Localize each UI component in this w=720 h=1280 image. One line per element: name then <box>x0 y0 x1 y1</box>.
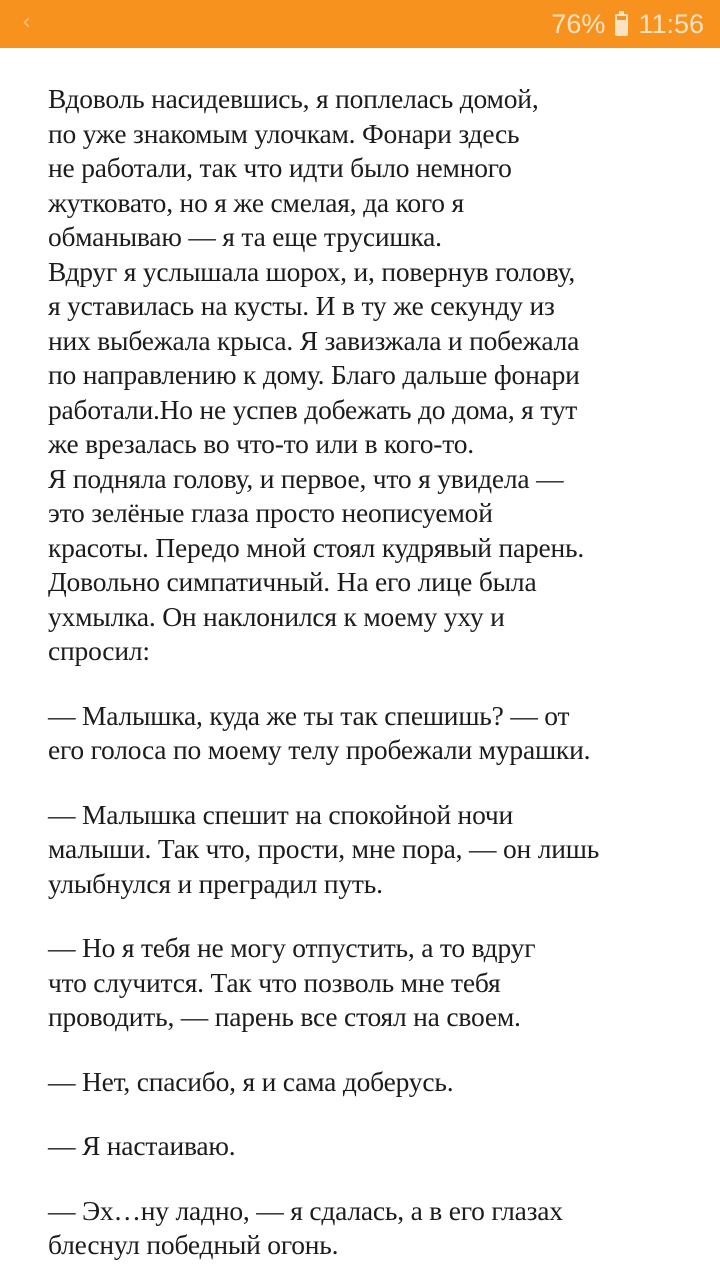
text-line: красоты. Передо мной стоял кудрявый парень. <box>48 531 585 563</box>
text-line: Довольно симпатичный. На его лице была <box>48 566 537 597</box>
battery-level-fill <box>617 20 626 34</box>
text-line: Я подняла голову, и первое, что я увидела — <box>48 462 564 494</box>
text-line: них выбежала крыса. Я завизжала и побежала <box>48 324 580 356</box>
text-line: же врезалась во что-то или в кого-то. <box>48 428 474 459</box>
text-line: Вдруг я услышала шорох, и, повернув голову, <box>48 255 576 287</box>
text-line: я уставилась на кусты. И в ту же секунду из <box>48 290 555 321</box>
text-line: работали.Но не успев добежать до дома, я тут <box>48 393 578 425</box>
text-line: это зелёные глаза просто неописуемой <box>48 497 493 528</box>
text-line: что случится. Так что позволь мне тебя <box>48 966 501 998</box>
battery-icon <box>615 14 628 36</box>
paragraph <box>48 931 688 1035</box>
text-line: блеснул победный огонь. <box>48 1229 339 1260</box>
paragraph <box>48 1194 688 1263</box>
text-line: — Малышка, куда же ты так спешишь? — от <box>48 699 570 731</box>
text-line: не работали, так что идти было немного <box>48 152 512 183</box>
text-line: спросил: <box>48 635 150 666</box>
text-line: Вдоволь насидевшись, я поплелась домой, <box>48 83 539 114</box>
text-line: улыбнулся и преградил путь. <box>48 867 383 899</box>
clock: 11:56 <box>638 8 704 39</box>
text-line: — Нет, спасибо, я и сама доберусь. <box>48 1065 454 1097</box>
status-bar <box>0 0 720 48</box>
text-line: обманываю — я та еще трусишка. <box>48 221 442 252</box>
text-line: — Эх…ну ладно, — я сдалась, а в его глазах <box>48 1194 563 1226</box>
text-line: его голоса по моему телу пробежали мурашки. <box>48 734 591 765</box>
text-line: ухмылка. Он наклонился к моему уху и <box>48 600 505 632</box>
paragraph <box>48 798 688 902</box>
paragraph <box>48 82 688 669</box>
text-line: проводить, — парень все стоял на своем. <box>48 1001 521 1032</box>
status-indicators <box>551 6 704 42</box>
text-line: — Я настаиваю. <box>48 1130 236 1161</box>
text-line: — Малышка спешит на спокойной ночи <box>48 798 514 830</box>
paragraph <box>48 1129 688 1164</box>
text-line: жутковато, но я же смелая, да кого я <box>48 186 464 218</box>
reader-text[interactable] <box>48 82 688 1280</box>
text-line: — Но я тебя не могу отпустить, а то вдруг <box>48 932 536 963</box>
paragraph <box>48 1065 688 1100</box>
text-line: по направлению к дому. Благо дальше фонари <box>48 359 580 390</box>
text-line: по уже знакомым улочкам. Фонари здесь <box>48 117 520 149</box>
paragraph <box>48 699 688 768</box>
battery-percent: 76% <box>551 8 606 39</box>
text-line: малыши. Так что, прости, мне пора, — он лишь <box>48 833 600 864</box>
back-arrow-icon[interactable]: ‹ <box>22 10 31 35</box>
